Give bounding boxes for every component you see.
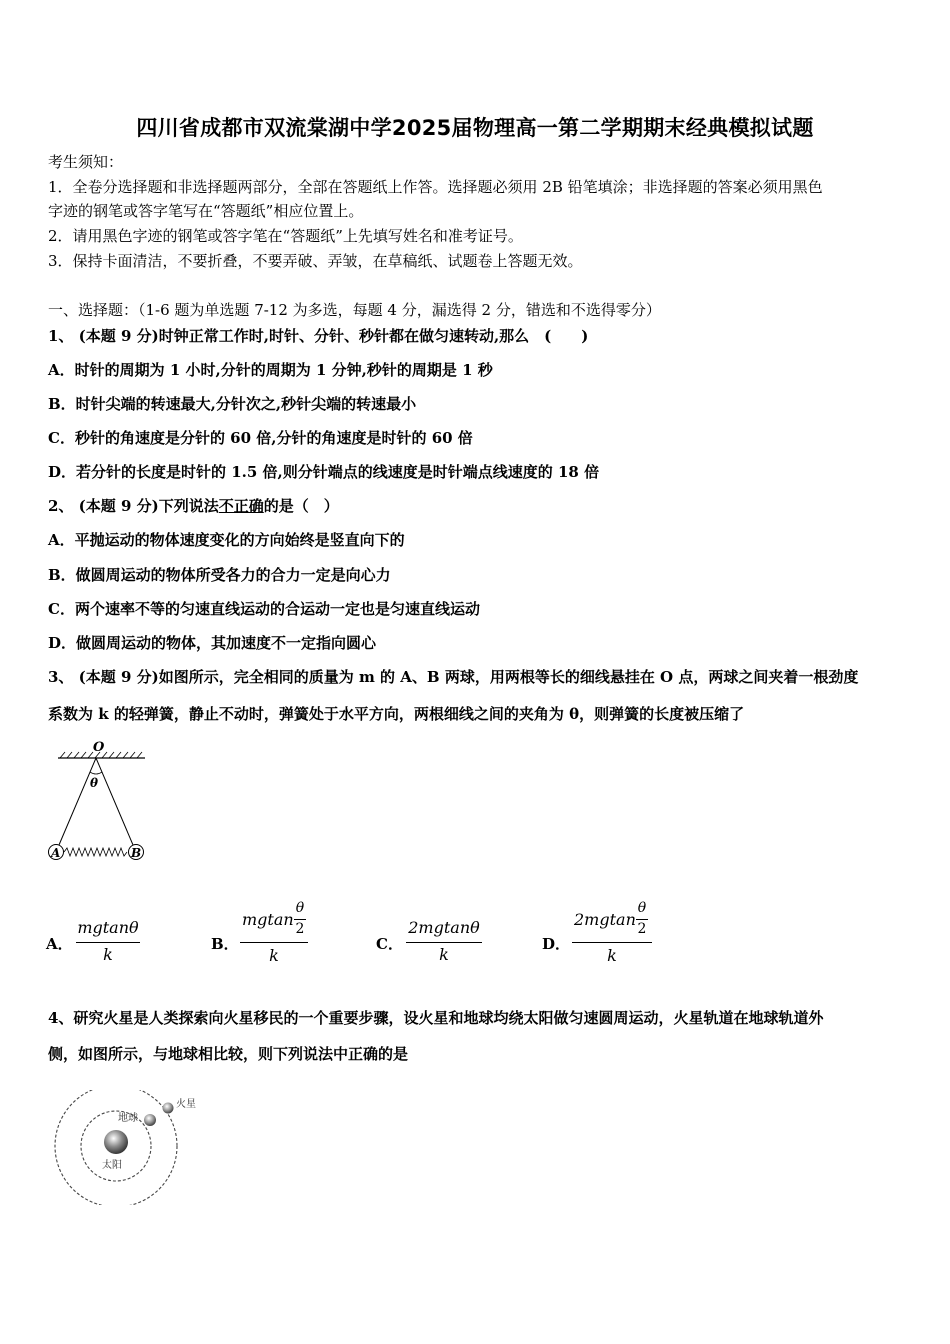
mars bbox=[163, 1103, 174, 1114]
notice-item-1-cont: 字迹的钢笔或答字笔写在“答题纸”相应位置上。 bbox=[48, 202, 364, 220]
label-sun: 太阳 bbox=[102, 1160, 122, 1171]
q2-option-c: C．两个速率不等的匀速直线运动的合运动一定也是匀速直线运动 bbox=[48, 600, 480, 618]
q3-d-fraction-bar bbox=[572, 942, 652, 943]
q3-d-two: 2 bbox=[637, 921, 647, 937]
q2-stem bbox=[48, 496, 339, 516]
q3-b-denominator: k bbox=[269, 946, 279, 965]
q2-stem-pre: 2、 (本题 9 分)下列说法 bbox=[48, 497, 219, 515]
q3-option-c-label: C． bbox=[376, 935, 403, 953]
page-title: 四川省成都市双流棠湖中学2025届物理高一第二学期期末经典模拟试题 bbox=[136, 116, 814, 140]
q2-stem-post: 的是（ ） bbox=[263, 497, 339, 515]
label-theta: θ bbox=[90, 776, 99, 790]
q2-option-b: B．做圆周运动的物体所受各力的合力一定是向心力 bbox=[48, 566, 391, 584]
q1-option-a: A．时针的周期为 1 小时,分针的周期为 1 分钟,秒针的周期是 1 秒 bbox=[48, 361, 493, 379]
q4-stem-line1: 4、研究火星是人类探索向火星移民的一个重要步骤，设火星和地球均绕太阳做匀速圆周运动，火星轨道在地球轨道外 bbox=[48, 1009, 824, 1027]
q1-option-c: C．秒针的角速度是分针的 60 倍,分针的角速度是时针的 60 倍 bbox=[48, 429, 473, 447]
q3-option-a-label: A． bbox=[46, 935, 73, 953]
earth bbox=[144, 1114, 156, 1126]
q3-d-numerator: 2mgtan bbox=[574, 910, 636, 929]
q3-d-small-bar bbox=[636, 919, 648, 920]
q3-d-denominator: k bbox=[607, 946, 617, 965]
q4-figure bbox=[52, 1090, 212, 1205]
q3-a-numerator: mgtanθ bbox=[77, 918, 139, 937]
angle-arc bbox=[90, 772, 102, 774]
section-heading: 一、选择题：（1-6 题为单选题 7-12 为多选，每题 4 分，漏选得 2 分，错选和不选得零分） bbox=[48, 301, 661, 319]
label-o: O bbox=[93, 740, 105, 755]
q1-stem: 1、 (本题 9 分)时钟正常工作时,时针、分针、秒针都在做匀速转动,那么 ( ) bbox=[48, 327, 589, 345]
label-mars: 火星 bbox=[176, 1099, 196, 1110]
notice-heading: 考生须知： bbox=[48, 153, 124, 171]
q2-stem-underline: 不正确 bbox=[218, 497, 264, 515]
q3-option-d-label: D． bbox=[542, 935, 571, 953]
q3-option-b-label: B． bbox=[211, 935, 239, 953]
notice-item-1: 1．全卷分选择题和非选择题两部分，全部在答题纸上作答。选择题必须用 2B 铅笔填涂；非选择题的答案必须用黑色 bbox=[48, 178, 823, 196]
q3-b-small-bar bbox=[294, 919, 306, 920]
q3-b-numerator: mgtan bbox=[242, 910, 294, 929]
q3-c-denominator: k bbox=[439, 945, 449, 964]
notice-item-3: 3．保持卡面清洁，不要折叠，不要弄破、弄皱，在草稿纸、试题卷上答题无效。 bbox=[48, 252, 583, 270]
q3-a-fraction-bar bbox=[76, 942, 140, 943]
q3-figure bbox=[48, 738, 158, 864]
q3-stem-line2: 系数为 k 的轻弹簧，静止不动时，弹簧处于水平方向，两根细线之间的夹角为 θ，则弹簧的长度被压缩了 bbox=[48, 705, 745, 723]
q3-option-a-formula bbox=[76, 918, 140, 968]
q3-option-b-formula bbox=[240, 900, 308, 968]
q3-d-theta: θ bbox=[637, 900, 647, 916]
q3-option-c-formula bbox=[406, 918, 482, 968]
q3-c-numerator: 2mgtanθ bbox=[408, 918, 480, 937]
q3-stem-line1: 3、 (本题 9 分)如图所示，完全相同的质量为 m 的 A、B 两球，用两根等长的细线悬挂在 O 点，两球之间夹着一根劲度 bbox=[48, 668, 859, 686]
q2-option-d: D．做圆周运动的物体，其加速度不一定指向圆心 bbox=[48, 634, 377, 652]
q1-option-b: B．时针尖端的转速最大,分针次之,秒针尖端的转速最小 bbox=[48, 395, 417, 413]
label-b: B bbox=[131, 846, 142, 860]
spring bbox=[64, 848, 127, 856]
sun bbox=[104, 1130, 128, 1154]
q3-b-two: 2 bbox=[295, 921, 305, 937]
q3-c-fraction-bar bbox=[406, 942, 482, 943]
q2-option-a: A．平抛运动的物体速度变化的方向始终是竖直向下的 bbox=[48, 531, 405, 549]
label-a: A bbox=[51, 846, 61, 860]
q3-a-denominator: k bbox=[103, 945, 113, 964]
q4-stem-line2: 侧，如图所示，与地球相比较，则下列说法中正确的是 bbox=[48, 1045, 409, 1063]
q3-b-theta: θ bbox=[295, 900, 305, 916]
q1-option-d: D．若分针的长度是时针的 1.5 倍,则分针端点的线速度是时针端点线速度的 18 倍 bbox=[48, 463, 600, 481]
notice-item-2: 2．请用黑色字迹的钢笔或答字笔在“答题纸”上先填写姓名和准考证号。 bbox=[48, 227, 523, 245]
q3-b-fraction-bar bbox=[240, 942, 308, 943]
q3-option-d-formula bbox=[572, 900, 652, 968]
label-earth: 地球 bbox=[118, 1113, 138, 1124]
